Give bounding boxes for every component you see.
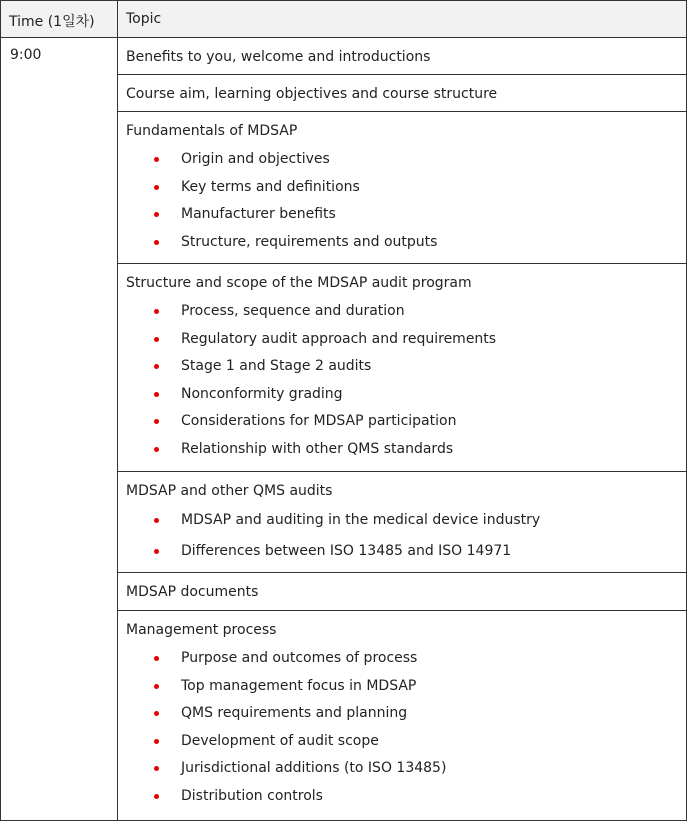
- bullet-dot-icon: [154, 684, 159, 689]
- list-item: [126, 298, 678, 326]
- list-item: [126, 700, 678, 728]
- list-item-text: Origin and objectives: [181, 151, 330, 167]
- bullet-dot-icon: [154, 419, 159, 424]
- list-item-text: Top management focus in MDSAP: [181, 677, 417, 694]
- topic-cell: [118, 472, 687, 573]
- topic-title: MDSAP and other QMS audits: [126, 483, 333, 499]
- bullet-dot-icon: [154, 711, 159, 716]
- bullet-dot-icon: [154, 549, 159, 554]
- list-item-text: Manufacturer benefits: [181, 206, 336, 222]
- list-item-text: Jurisdictional additions (to ISO 13485): [181, 760, 447, 776]
- bullet-dot-icon: [154, 157, 159, 162]
- topic-title: Fundamentals of MDSAP: [126, 123, 298, 139]
- list-item: [126, 174, 678, 202]
- table-row: [1, 38, 687, 75]
- schedule-body: [1, 38, 687, 821]
- list-item-text: MDSAP and auditing in the medical device industry: [181, 512, 541, 528]
- topic-bullet-list: [126, 645, 678, 810]
- list-item-text: Differences between ISO 13485 and ISO 14971: [181, 543, 512, 559]
- topic-cell: [118, 611, 687, 821]
- time-column-header: Time (1일차): [1, 1, 118, 38]
- list-item-text: Relationship with other QMS standards: [181, 440, 454, 457]
- bullet-dot-icon: [154, 392, 159, 397]
- list-item: [126, 408, 678, 436]
- topic-bullet-list: [126, 505, 678, 567]
- list-item-text: Structure, requirements and outputs: [181, 233, 438, 250]
- list-item-text: Regulatory audit approach and requirements: [181, 330, 497, 347]
- list-item-text: QMS requirements and planning: [181, 705, 408, 721]
- list-item: [126, 783, 678, 811]
- list-item: [126, 673, 678, 701]
- topic-title: MDSAP documents: [126, 584, 259, 600]
- time-cell: 9:00: [1, 38, 118, 821]
- topic-title: Management process: [126, 622, 277, 638]
- list-item-text: Considerations for MDSAP participation: [181, 413, 457, 429]
- topic-cell: [118, 38, 687, 75]
- bullet-dot-icon: [154, 212, 159, 217]
- list-item: [126, 755, 678, 783]
- list-item: [126, 353, 678, 381]
- bullet-dot-icon: [154, 185, 159, 190]
- topic-bullet-list: [126, 146, 678, 256]
- list-item-text: Key terms and definitions: [181, 178, 360, 195]
- topic-title: Benefits to you, welcome and introductions: [126, 49, 431, 65]
- list-item: [126, 505, 678, 536]
- list-item-text: Purpose and outcomes of process: [181, 650, 418, 666]
- bullet-dot-icon: [154, 309, 159, 314]
- list-item: [126, 146, 678, 174]
- list-item-text: Process, sequence and duration: [181, 303, 405, 319]
- topic-cell: [118, 573, 687, 611]
- list-item: [126, 536, 678, 567]
- topic-column-header: Topic: [118, 1, 687, 38]
- topic-cell: [118, 264, 687, 472]
- bullet-dot-icon: [154, 656, 159, 661]
- list-item: [126, 229, 678, 257]
- bullet-dot-icon: [154, 337, 159, 342]
- list-item-text: Stage 1 and Stage 2 audits: [181, 358, 372, 374]
- list-item: [126, 728, 678, 756]
- bullet-dot-icon: [154, 447, 159, 452]
- topic-title: Structure and scope of the MDSAP audit program: [126, 275, 472, 291]
- bullet-dot-icon: [154, 766, 159, 771]
- bullet-dot-icon: [154, 794, 159, 799]
- topic-bullet-list: [126, 298, 678, 463]
- list-item: [126, 326, 678, 354]
- bullet-dot-icon: [154, 364, 159, 369]
- bullet-dot-icon: [154, 739, 159, 744]
- list-item-text: Development of audit scope: [181, 732, 379, 749]
- list-item: [126, 381, 678, 409]
- bullet-dot-icon: [154, 240, 159, 245]
- list-item-text: Distribution controls: [181, 787, 323, 804]
- list-item: [126, 436, 678, 464]
- list-item: [126, 201, 678, 229]
- bullet-dot-icon: [154, 518, 159, 523]
- list-item-text: Nonconformity grading: [181, 385, 343, 402]
- header-row: [1, 1, 687, 38]
- topic-title: Course aim, learning objectives and course structure: [126, 86, 498, 102]
- topic-cell: [118, 112, 687, 264]
- topic-cell: [118, 75, 687, 112]
- list-item: [126, 645, 678, 673]
